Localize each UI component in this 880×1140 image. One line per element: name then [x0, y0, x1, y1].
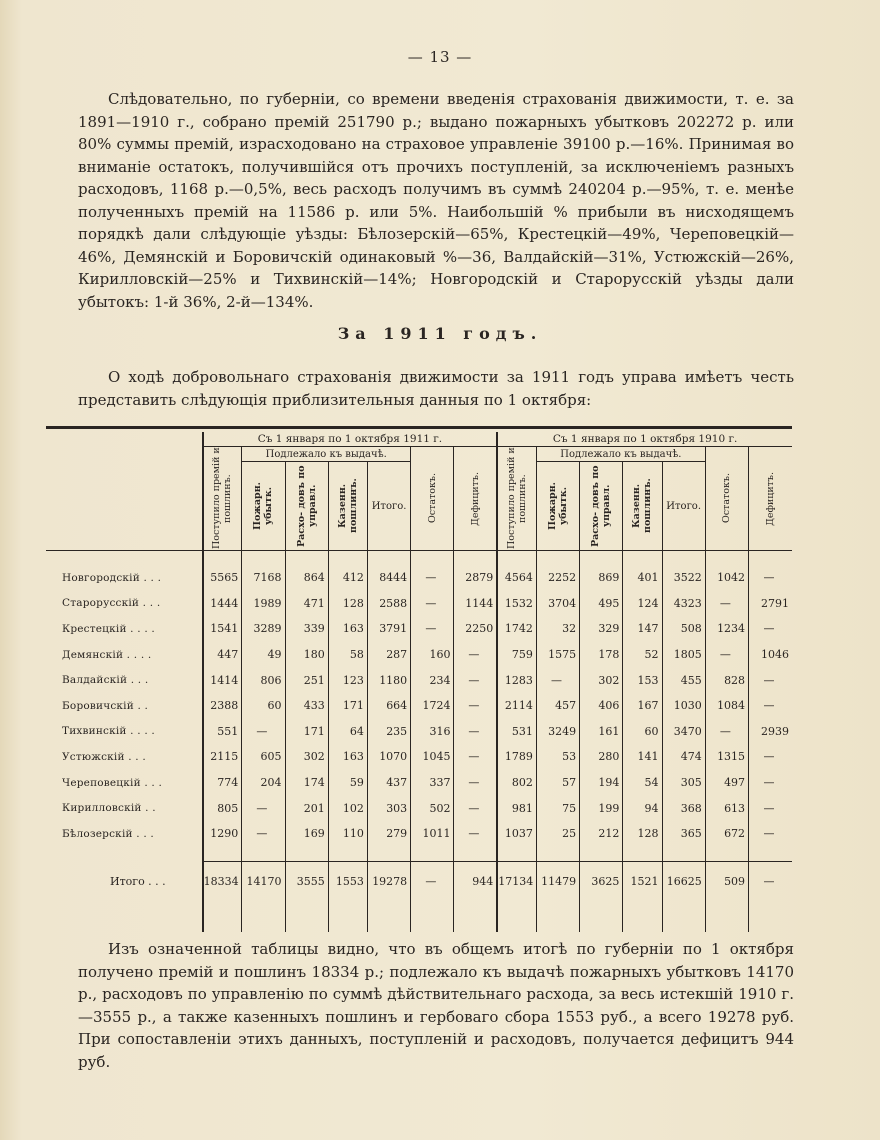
table-cell: —: [705, 591, 748, 617]
table-cell: 3522: [662, 565, 705, 591]
total-label: Итого . . .: [110, 874, 166, 888]
table-cell: 1234: [705, 616, 748, 642]
col-fees-1910: Казенн. пошлинъ.: [623, 462, 662, 551]
table-cell: 1742: [497, 616, 536, 642]
district-name: Новгородскій . . .: [62, 571, 162, 584]
table-row: [46, 565, 792, 591]
table-cell: 502: [411, 795, 454, 821]
table-cell: 1084: [705, 693, 748, 719]
total-cell: —: [411, 861, 454, 902]
table-cell: 94: [623, 795, 662, 821]
table-cell: 495: [580, 591, 623, 617]
table-cell: 287: [367, 642, 410, 668]
table-cell: 455: [662, 667, 705, 693]
table-cell: 329: [580, 616, 623, 642]
table-cell: —: [749, 616, 792, 642]
table-cell: 2115: [203, 744, 242, 770]
table-cell: 153: [623, 667, 662, 693]
table-cell: —: [749, 744, 792, 770]
table-cell: 57: [536, 770, 579, 796]
table-cell: 412: [328, 565, 367, 591]
table-cell: 234: [411, 667, 454, 693]
total-cell: 3555: [285, 861, 328, 902]
table-cell: 174: [285, 770, 328, 796]
table-cell: 58: [328, 642, 367, 668]
table-cell: 251: [285, 667, 328, 693]
total-cell: 14170: [242, 861, 285, 902]
table-cell: 368: [662, 795, 705, 821]
table-cell: 178: [580, 642, 623, 668]
table-cell: 141: [623, 744, 662, 770]
table-cell: 52: [623, 642, 662, 668]
table-cell: 802: [497, 770, 536, 796]
district-name: Валдайскій . . .: [62, 674, 149, 687]
statistics-table: [46, 426, 792, 918]
table-row: [46, 821, 792, 847]
table-cell: 2939: [749, 719, 792, 745]
table-cell: 163: [328, 744, 367, 770]
table-cell: 828: [705, 667, 748, 693]
table-cell: —: [705, 719, 748, 745]
table-cell: —: [242, 795, 285, 821]
table-cell: —: [454, 770, 497, 796]
table-cell: 169: [285, 821, 328, 847]
table-row: [46, 616, 792, 642]
district-name: Демянскій . . . .: [62, 648, 152, 661]
table-cell: —: [749, 693, 792, 719]
table-cell: 1180: [367, 667, 410, 693]
total-cell: 1553: [328, 861, 367, 902]
table-row: [46, 667, 792, 693]
table-cell: 1046: [749, 642, 792, 668]
table-cell: 53: [536, 744, 579, 770]
table-cell: 302: [580, 667, 623, 693]
table-cell: 864: [285, 565, 328, 591]
table-cell: 123: [328, 667, 367, 693]
table-cell: 774: [203, 770, 242, 796]
table-cell: 171: [285, 719, 328, 745]
table-cell: 2879: [454, 565, 497, 591]
table-cell: 1315: [705, 744, 748, 770]
col-total-1910: Итого.: [662, 462, 705, 551]
table-cell: 3289: [242, 616, 285, 642]
table-cell: 1037: [497, 821, 536, 847]
table-cell: 128: [328, 591, 367, 617]
table-cell: —: [454, 719, 497, 745]
table-row: [46, 693, 792, 719]
table-cell: 49: [242, 642, 285, 668]
table-cell: 2250: [454, 616, 497, 642]
col-fees-1911: Казенн. пошлинъ.: [328, 462, 367, 551]
table-cell: 4323: [662, 591, 705, 617]
table-cell: 1724: [411, 693, 454, 719]
table-cell: 1414: [203, 667, 242, 693]
table-cell: 605: [242, 744, 285, 770]
table-cell: 337: [411, 770, 454, 796]
period-1911-header: Съ 1 января по 1 октября 1911 г.: [203, 432, 498, 447]
table-cell: 1575: [536, 642, 579, 668]
table-cell: 25: [536, 821, 579, 847]
table-cell: —: [454, 667, 497, 693]
header-periods: [46, 432, 792, 447]
table-row: [46, 744, 792, 770]
table-cell: 2114: [497, 693, 536, 719]
col-losses-1911: Пожарн. убытк.: [242, 462, 285, 551]
table-cell: 1789: [497, 744, 536, 770]
col-expenses-1911: Расхо- довъ по управл.: [285, 462, 328, 551]
total-cell: 19278: [367, 861, 410, 902]
col-losses-1910: Пожарн. убытк.: [536, 462, 579, 551]
table-cell: 401: [623, 565, 662, 591]
table-cell: 59: [328, 770, 367, 796]
table-cell: 280: [580, 744, 623, 770]
table-cell: 147: [623, 616, 662, 642]
table-cell: 474: [662, 744, 705, 770]
paragraph-summary-1891-1910: Слѣдовательно, по губерніи, со времени введенія страхованія движимости, т. е. за 1891—1910 г., собрано премій 251790 р.; выдано пожарныхъ убытковъ 202272 р. или 80% суммы премій, израсходовано на страховое управленіе 39100 р.—16%. Принимая во вниманіе остатокъ, получившійся отъ прочихъ поступленій, за исключеніемъ разныхъ расходовъ, 1168 р.—0,5%, весь расходъ получимъ въ суммѣ 240204 р.—95%, т. е. менѣе полученныхъ премій на 11586 р. или 5%. Наибольшій % прибыли въ нисходящемъ порядкѣ дали слѣдующіе уѣзды: Бѣлозерскій—65%, Крестецкій—49%, Череповецкій—46%, Демянскій и Боровичскій одинаковый %—36, Валдайскій—31%, Устюжскій—26%, Кирилловскій—25% и Тихвинскій—14%; Новгородскій и Старорусскій уѣзды дали убытокъ: 1-й 36%, 2-й—134%.: [78, 90, 794, 311]
col-balance-1910: Остатокъ.: [705, 447, 748, 551]
district-name: Тихвинскій . . . .: [62, 725, 155, 738]
district-name: Бѣлозерскій . . .: [62, 827, 154, 840]
table-cell: 3704: [536, 591, 579, 617]
table-cell: 339: [285, 616, 328, 642]
table-cell: 508: [662, 616, 705, 642]
table-cell: 64: [328, 719, 367, 745]
table-cell: 433: [285, 693, 328, 719]
table-cell: 1989: [242, 591, 285, 617]
col-total-1911: Итого.: [367, 462, 410, 551]
table-cell: 1805: [662, 642, 705, 668]
district-name: Боровичскій . .: [62, 699, 149, 712]
table-cell: 199: [580, 795, 623, 821]
col-expenses-1910: Расхо- довъ по управл.: [580, 462, 623, 551]
district-name: Крестецкій . . . .: [62, 622, 155, 635]
total-cell: 16625: [662, 861, 705, 902]
table-cell: 531: [497, 719, 536, 745]
table-cell: 7168: [242, 565, 285, 591]
total-cell: —: [749, 861, 792, 902]
table-cell: 60: [623, 719, 662, 745]
table-cell: 447: [203, 642, 242, 668]
district-name: Старорусскій . . .: [62, 597, 161, 610]
table-cell: 805: [203, 795, 242, 821]
table-cell: —: [242, 719, 285, 745]
table-cell: 664: [367, 693, 410, 719]
table-spacer: [46, 847, 792, 862]
table-cell: 303: [367, 795, 410, 821]
subject-header-1911: Подлежало къ выдачѣ.: [242, 447, 411, 462]
table-cell: 1144: [454, 591, 497, 617]
table-cell: 316: [411, 719, 454, 745]
total-cell: 17134: [497, 861, 536, 902]
total-cell: 944: [454, 861, 497, 902]
table-cell: —: [536, 667, 579, 693]
table-cell: —: [749, 821, 792, 847]
table-cell: 5565: [203, 565, 242, 591]
table-cell: 1030: [662, 693, 705, 719]
table-cell: 171: [328, 693, 367, 719]
paragraph-conclusion: Изъ означенной таблицы видно, что въ общемъ итогѣ по губерніи по 1 октября получено премій и пошлинъ 18334 р.; подлежало къ выдачѣ пожарныхъ убытковъ 14170 р., расходовъ по управленію по суммѣ дѣйствительнаго расхода, за весь истекшій 1910 г.—3555 р., а также казенныхъ пошлинъ и гербоваго сбора 1553 руб., а всего 19278 руб. При сопоставленіи этихъ данныхъ, поступленій и расходовъ, получается дефицитъ 944 руб.: [78, 940, 794, 1071]
table-cell: —: [411, 565, 454, 591]
table-cell: 672: [705, 821, 748, 847]
district-name: Череповецкій . . .: [62, 776, 163, 789]
table-cell: 161: [580, 719, 623, 745]
table-cell: 1042: [705, 565, 748, 591]
table-cell: —: [411, 591, 454, 617]
table-cell: —: [749, 770, 792, 796]
table-cell: 406: [580, 693, 623, 719]
table-cell: 201: [285, 795, 328, 821]
table-cell: 365: [662, 821, 705, 847]
table-cell: 212: [580, 821, 623, 847]
table-cell: 180: [285, 642, 328, 668]
table-cell: 167: [623, 693, 662, 719]
table-cell: 102: [328, 795, 367, 821]
table-cell: 869: [580, 565, 623, 591]
table-row: [46, 719, 792, 745]
table-cell: —: [454, 795, 497, 821]
table-cell: 1444: [203, 591, 242, 617]
table-cell: 2388: [203, 693, 242, 719]
table-row: [46, 591, 792, 617]
table-cell: 1541: [203, 616, 242, 642]
table-cell: 806: [242, 667, 285, 693]
col-received-1910: Поступило премій и пошлинъ.: [497, 447, 536, 551]
table-cell: 2791: [749, 591, 792, 617]
paragraph-table-intro: О ходѣ добровольнаго страхованія движимости за 1911 годъ управа имѣетъ честь представить слѣдующія приблизительныя данныя по 1 октября:: [78, 368, 794, 409]
table-cell: 235: [367, 719, 410, 745]
table-cell: 204: [242, 770, 285, 796]
table-spacer: [46, 551, 792, 566]
table-cell: 124: [623, 591, 662, 617]
subject-header-1910: Подлежало къ выдачѣ.: [536, 447, 705, 462]
table-cell: —: [749, 565, 792, 591]
period-1910-header: Съ 1 января по 1 октября 1910 г.: [497, 432, 792, 447]
table-cell: —: [454, 821, 497, 847]
table-cell: 1011: [411, 821, 454, 847]
total-cell: 1521: [623, 861, 662, 902]
col-deficit-1910: Дефицитъ.: [749, 447, 792, 551]
table-cell: 1045: [411, 744, 454, 770]
table-cell: 613: [705, 795, 748, 821]
table-cell: —: [411, 616, 454, 642]
table-row: [46, 642, 792, 668]
table-cell: 1290: [203, 821, 242, 847]
table-cell: 497: [705, 770, 748, 796]
table-cell: 3791: [367, 616, 410, 642]
total-cell: 509: [705, 861, 748, 902]
table-cell: 279: [367, 821, 410, 847]
table-cell: 32: [536, 616, 579, 642]
total-cell: 3625: [580, 861, 623, 902]
table-cell: 128: [623, 821, 662, 847]
table-cell: 54: [623, 770, 662, 796]
table-cell: 471: [285, 591, 328, 617]
table-cell: 60: [242, 693, 285, 719]
page-number: — 13 —: [407, 48, 473, 66]
district-name: Кирилловскій . .: [62, 802, 156, 815]
col-balance-1911: Остатокъ.: [411, 447, 454, 551]
col-deficit-1911: Дефицитъ.: [454, 447, 497, 551]
table-cell: 3249: [536, 719, 579, 745]
table-cell: 981: [497, 795, 536, 821]
table-cell: 437: [367, 770, 410, 796]
table-cell: —: [749, 667, 792, 693]
table-cell: 163: [328, 616, 367, 642]
table-cell: —: [454, 744, 497, 770]
table-cell: 2588: [367, 591, 410, 617]
table-cell: 305: [662, 770, 705, 796]
district-name: Устюжскій . . .: [62, 750, 146, 763]
table-cell: —: [454, 693, 497, 719]
table-cell: 1532: [497, 591, 536, 617]
table-cell: 75: [536, 795, 579, 821]
table-cell: —: [749, 795, 792, 821]
table-cell: 1070: [367, 744, 410, 770]
col-received-1911: Поступило премій и пошлинъ.: [203, 447, 242, 551]
table-cell: 457: [536, 693, 579, 719]
table-cell: 551: [203, 719, 242, 745]
table-cell: 302: [285, 744, 328, 770]
section-heading: За 1911 годъ.: [337, 324, 543, 343]
table-cell: 194: [580, 770, 623, 796]
table-row: [46, 795, 792, 821]
table-cell: —: [705, 642, 748, 668]
total-cell: 11479: [536, 861, 579, 902]
table-row: [46, 770, 792, 796]
table-cell: 8444: [367, 565, 410, 591]
table-cell: 759: [497, 642, 536, 668]
table-cell: —: [454, 642, 497, 668]
table-cell: —: [242, 821, 285, 847]
table-tail: [46, 902, 792, 932]
table-cell: 2252: [536, 565, 579, 591]
table-cell: 3470: [662, 719, 705, 745]
total-cell: 18334: [203, 861, 242, 902]
table-cell: 110: [328, 821, 367, 847]
table-cell: 160: [411, 642, 454, 668]
total-row: [46, 861, 792, 902]
table-cell: 1283: [497, 667, 536, 693]
table-cell: 4564: [497, 565, 536, 591]
